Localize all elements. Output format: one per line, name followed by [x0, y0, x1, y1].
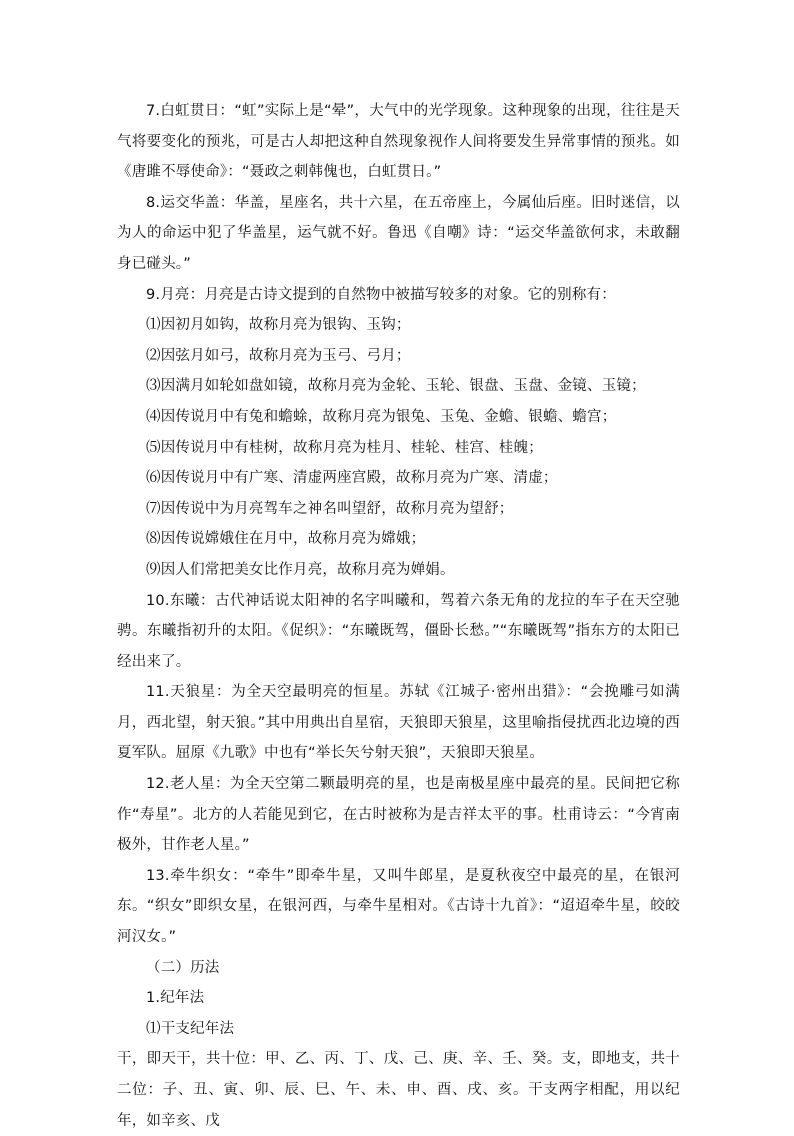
paragraph-ganzhi-explanation: 干，即天干，共十位：甲、乙、丙、丁、戊、己、庚、辛、壬、癸。支，即地支，共十二位：子、丑、寅、卯、辰、巳、午、未、申、酉、戌、亥。干支两字相配，用以纪年，如辛亥、戊 [117, 1051, 680, 1129]
paragraph-tianlangxing: 11.天狼星：为全天空最明亮的恒星。苏轼《江城子·密州出猎》：“会挽雕弓如满月，西北望，射天狼。”其中用典出自星宿，天狼即天狼星，这里喻指侵扰西北边境的西夏军队。屈原《九歌》中也有“举长矢兮射天狼”，天狼即天狼星。 [117, 684, 680, 762]
paragraph-laorenxing: 12.老人星：为全天空第二颗最明亮的星，也是南极星座中最亮的星。民间把它称作“寿星”。北方的人若能见到它，在古时被称为是吉祥太平的事。杜甫诗云：“今宵南极外，甘作老人星。” [117, 776, 680, 854]
list-item-moon-9: ⑼因人们常把美女比作月亮，故称月亮为婵娟。 [146, 561, 455, 578]
list-item-moon-8: ⑻因传说嫦娥住在月中，故称月亮为嫦娥； [146, 531, 426, 548]
subsection-heading-ganzhi: ⑴干支纪年法 [146, 1020, 235, 1037]
list-item-moon-2: ⑵因弦月如弓，故称月亮为玉弓、弓月； [146, 347, 411, 364]
list-item-moon-7: ⑺因传说中为月亮驾车之神名叫望舒，故称月亮为望舒； [146, 500, 514, 517]
list-item-moon-5: ⑸因传说月中有桂树，故称月亮为桂月、桂轮、桂宫、桂魄； [146, 439, 543, 456]
list-item-moon-4: ⑷因传说月中有兔和蟾蜍，故称月亮为银兔、玉兔、金蟾、银蟾、蟾宫； [146, 408, 617, 425]
section-heading-calendar: （二）历法 [146, 959, 220, 976]
document-body [117, 96, 680, 1136]
list-item-moon-6: ⑹因传说月中有广寒、清虚两座宫殿，故称月亮为广寒、清虚； [146, 470, 558, 487]
paragraph-yunjiao-huagai: 8.运交华盖：华盖，星座名，共十六星，在五帝座上，今属仙后座。旧时迷信，以为人的命运中犯了华盖星，运气就不好。鲁迅《自嘲》诗：“运交华盖欲何求，未敢翻身已碰头。” [117, 194, 680, 272]
list-item-moon-3: ⑶因满月如轮如盘如镜，故称月亮为金轮、玉轮、银盘、玉盘、金镜、玉镜； [146, 378, 646, 395]
paragraph-dongxi: 10.东曦：古代神话说太阳神的名字叫曦和，驾着六条无角的龙拉的车子在天空驰骋。东曦指初升的太阳。《促织》：“东曦既驾，僵卧长愁。”“东曦既驾”指东方的太阳已经出来了。 [117, 592, 680, 670]
subsection-heading-year-method: 1.纪年法 [146, 990, 205, 1007]
paragraph-moon-intro: 9.月亮：月亮是古诗文提到的自然物中被描写较多的对象。它的别称有： [146, 286, 616, 303]
paragraph-baihong-guanri: 7.白虹贯日：“虹”实际上是“晕”，大气中的光学现象。这种现象的出现，往往是天气将要变化的预兆，可是古人却把这种自然现象视作人间将要发生异常事情的预兆。如《唐雎不辱使命》：“聂政之刺韩傀也，白虹贯日。” [117, 103, 680, 181]
paragraph-qianniu-zhinv: 13.牵牛织女：“牵牛”即牵牛星，又叫牛郎星，是夏秋夜空中最亮的星，在银河东。“织女”即织女星，在银河西，与牵牛星相对。《古诗十九首》：“迢迢牵牛星，皎皎河汉女。” [117, 867, 680, 946]
list-item-moon-1: ⑴因初月如钩，故称月亮为银钩、玉钩； [146, 317, 411, 334]
